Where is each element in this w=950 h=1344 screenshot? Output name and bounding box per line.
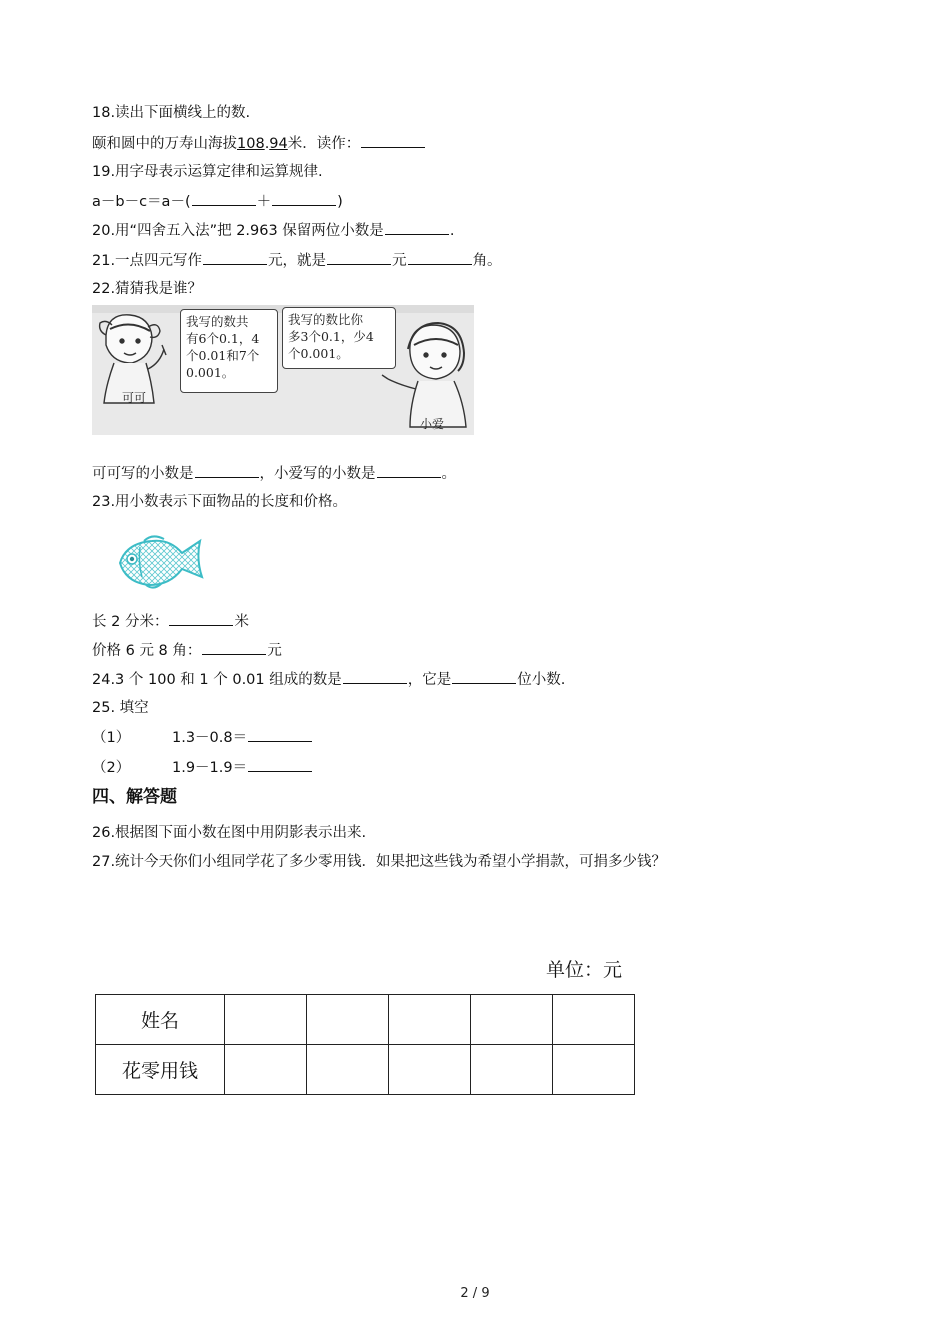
answer-blank[interactable] <box>203 250 267 265</box>
q23-length: 长 2 分米： 米 <box>92 611 249 632</box>
q25-title: 25. 填空 <box>92 700 149 716</box>
pocket-money-table <box>95 994 635 1095</box>
answer-blank[interactable] <box>361 133 425 148</box>
number-94: 94 <box>269 136 288 152</box>
answer-blank[interactable] <box>272 191 336 206</box>
row-header-money: 花零用钱 <box>96 1045 225 1095</box>
table-cell[interactable] <box>225 995 307 1045</box>
table-row <box>96 995 635 1045</box>
answer-blank[interactable] <box>408 250 472 265</box>
q23-title: 23.用小数表示下面物品的长度和价格。 <box>92 494 348 510</box>
table-cell[interactable] <box>471 1045 553 1095</box>
page-number: 2 / 9 <box>460 1286 490 1301</box>
table-cell[interactable] <box>389 1045 471 1095</box>
fish-illustration <box>116 533 206 591</box>
table-cell[interactable] <box>553 995 635 1045</box>
answer-blank[interactable] <box>202 640 266 655</box>
table-cell[interactable] <box>471 995 553 1045</box>
q27: 27.统计今天你们小组同学花了多少零用钱．如果把这些钱为希望小学捐款，可捐多少钱？ <box>92 854 667 870</box>
table-row <box>96 1045 635 1095</box>
table-cell[interactable] <box>553 1045 635 1095</box>
table-cell[interactable] <box>225 1045 307 1095</box>
answer-blank[interactable] <box>192 191 256 206</box>
q19-expression: a－b－c＝a－( ＋ ) <box>92 191 343 212</box>
table-cell[interactable] <box>307 1045 389 1095</box>
section-heading: 四、解答题 <box>92 787 177 807</box>
q25-item-2: （2） 1.9－1.9＝ <box>92 757 313 778</box>
answer-blank[interactable] <box>169 611 233 626</box>
q20: 20.用“四舍五入法”把 2.963 保留两位小数是 . <box>92 220 454 241</box>
bubble-right: 我写的数比你 多3个0.1，少4 个0.001。 <box>282 307 396 369</box>
answer-blank[interactable] <box>248 757 312 772</box>
q23-price: 价格 6 元 8 角： 元 <box>92 640 282 661</box>
bubble-left: 我写的数共 有6个0.1，4 个0.01和7个 0.001。 <box>180 309 278 393</box>
guess-figure <box>92 305 474 435</box>
q24: 24.3 个 100 和 1 个 0.01 组成的数是 ，它是 位小数. <box>92 669 565 690</box>
q22-title: 22.猜猜我是谁？ <box>92 281 203 297</box>
q26: 26.根据图下面小数在图中用阴影表示出来. <box>92 825 367 841</box>
fish-icon <box>116 533 206 591</box>
name-right: 小爱 <box>420 417 445 431</box>
answer-blank[interactable] <box>248 727 312 742</box>
name-left: 可可 <box>122 391 147 405</box>
row-header-name: 姓名 <box>96 995 225 1045</box>
q19-title: 19.用字母表示运算定律和运算规律. <box>92 164 323 180</box>
answer-blank[interactable] <box>343 669 407 684</box>
q21: 21.一点四元写作 元，就是 元 角。 <box>92 250 502 271</box>
answer-blank[interactable] <box>452 669 516 684</box>
table-cell[interactable] <box>389 995 471 1045</box>
q22-answer: 可可写的小数是 ，小爱写的小数是 。 <box>92 463 456 484</box>
q18-text: 颐和圆中的万寿山海拔108.94米．读作： <box>92 133 426 154</box>
table-cell[interactable] <box>307 995 389 1045</box>
q25-item-1: （1） 1.3－0.8＝ <box>92 727 313 748</box>
answer-blank[interactable] <box>327 250 391 265</box>
unit-label: 单位：元 <box>546 959 623 981</box>
answer-blank[interactable] <box>195 463 259 478</box>
answer-blank[interactable] <box>385 220 449 235</box>
answer-blank[interactable] <box>377 463 441 478</box>
q18-title: 18.读出下面横线上的数. <box>92 105 251 121</box>
number-108: 108 <box>237 136 265 152</box>
